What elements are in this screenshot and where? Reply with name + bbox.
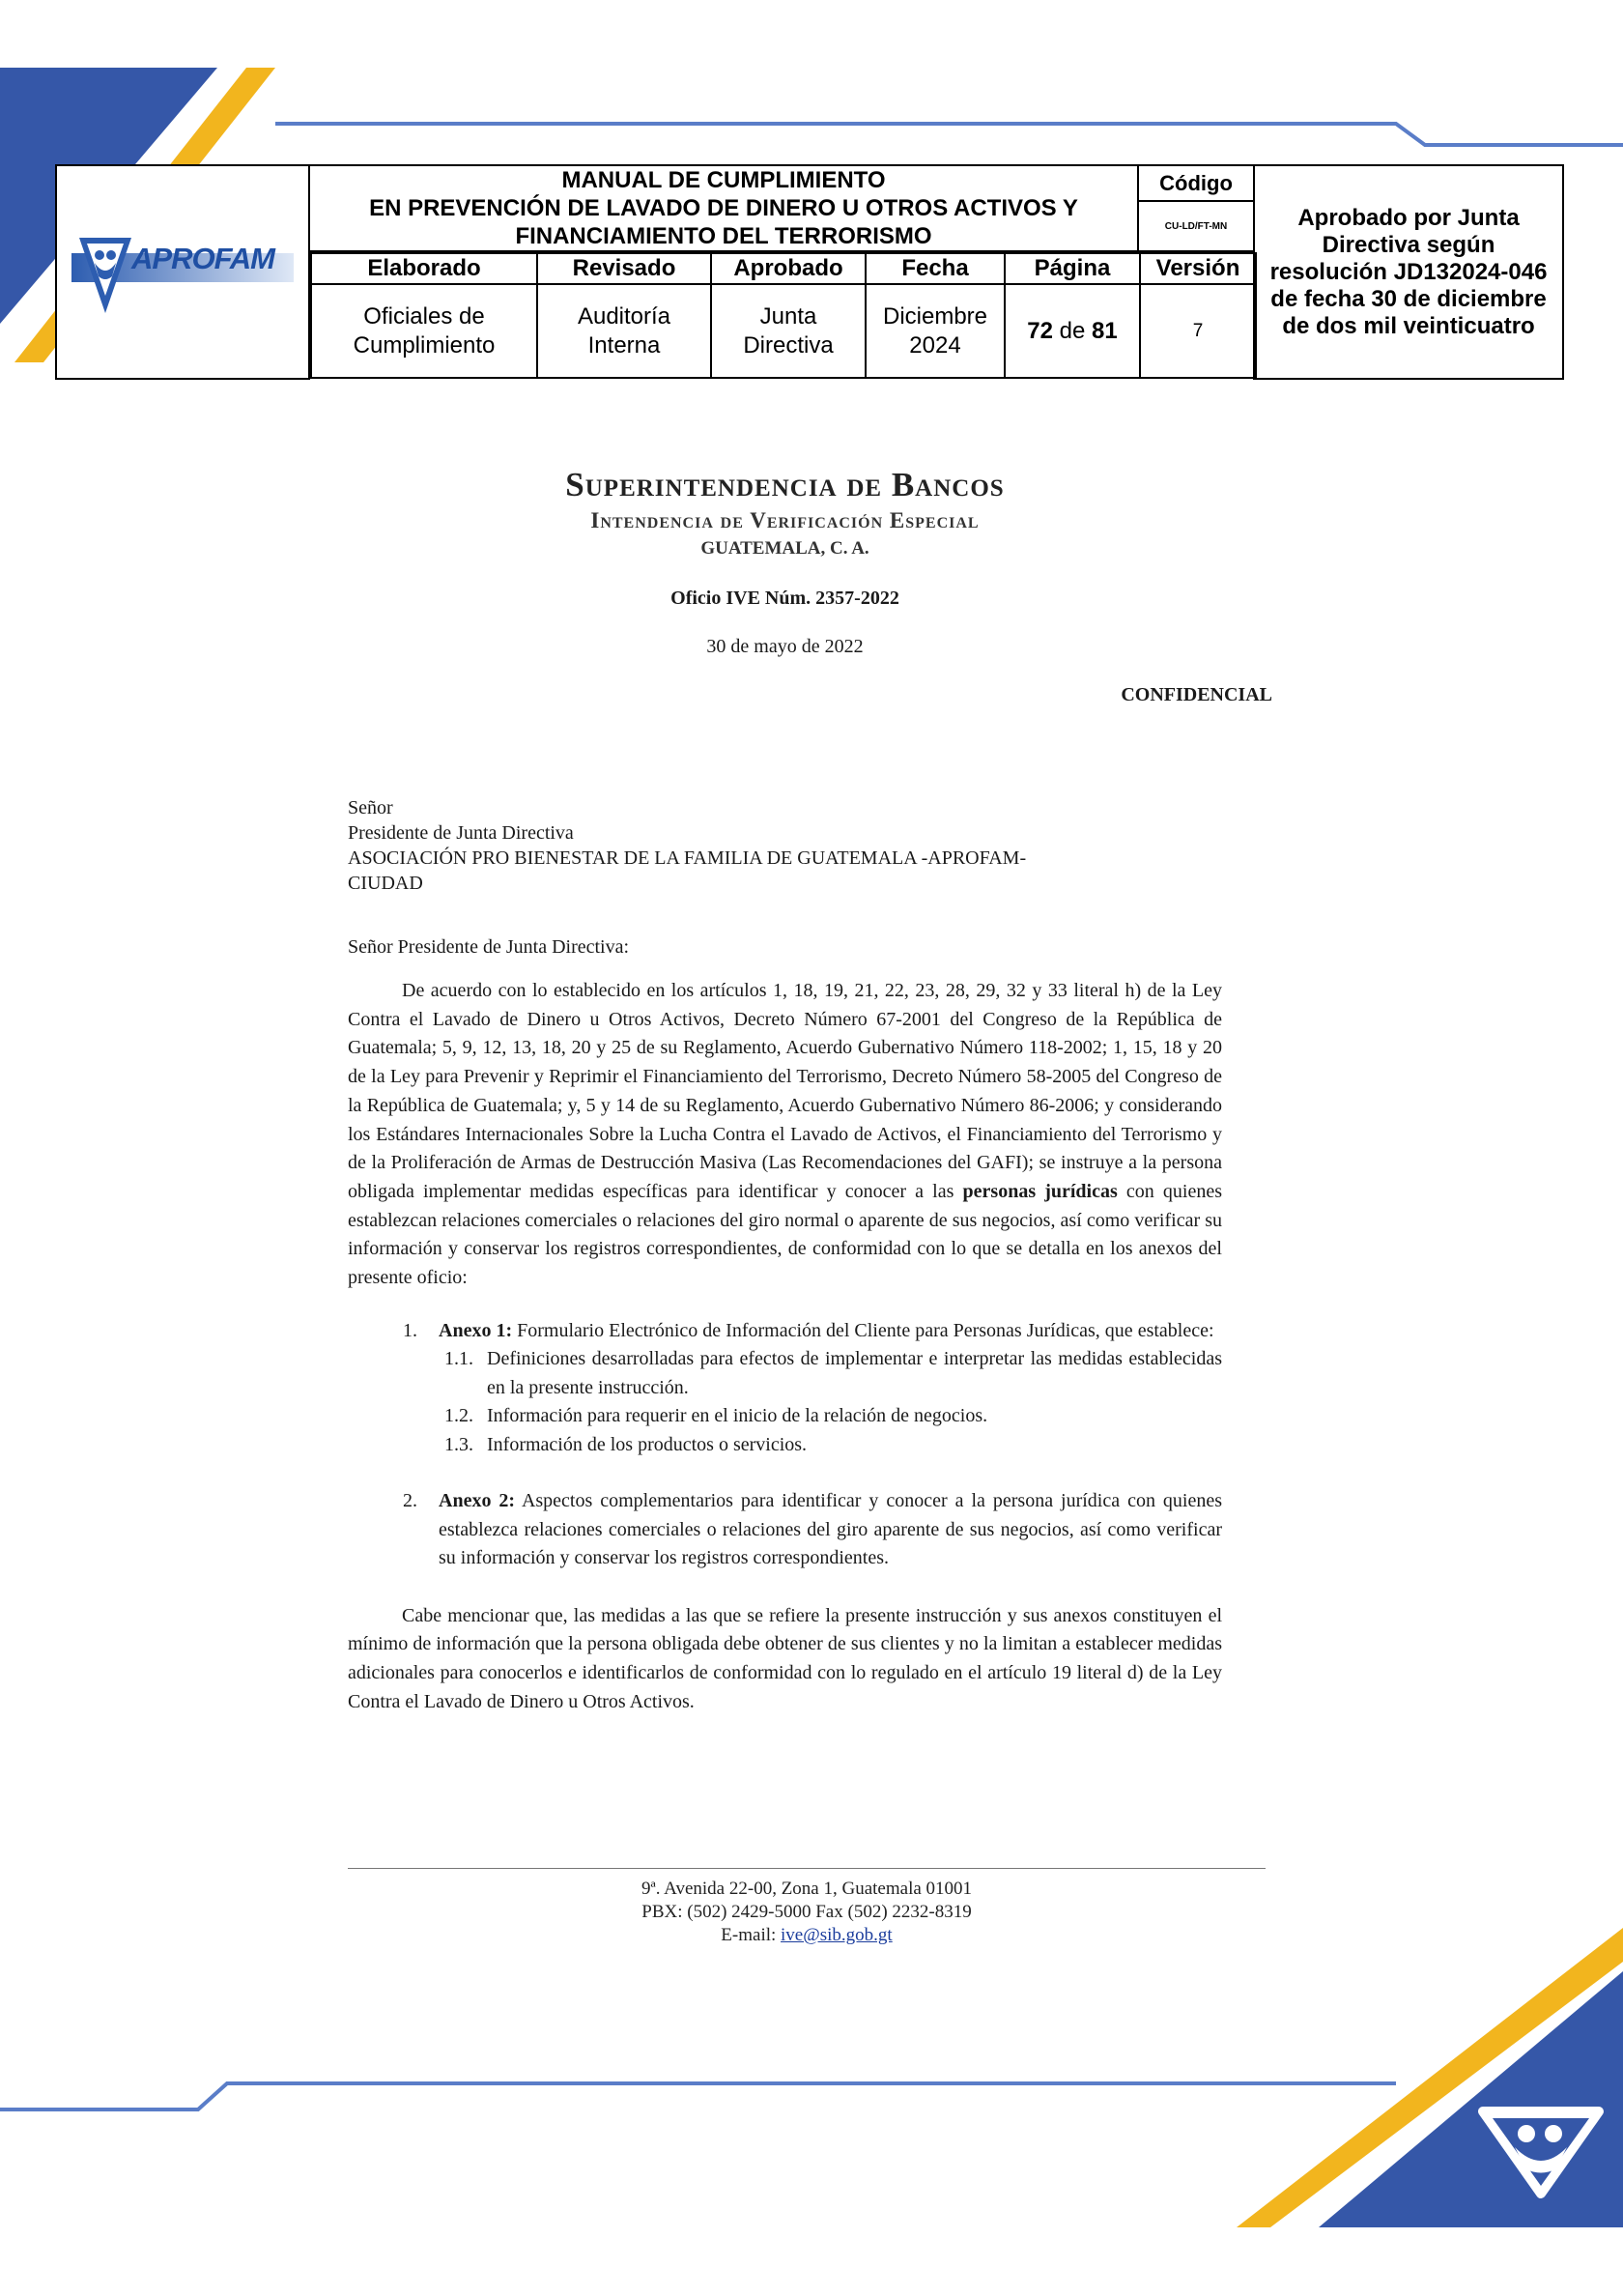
footer-divider bbox=[348, 1868, 1266, 1869]
letter-footer bbox=[348, 1878, 1266, 1947]
letterhead-city: GUATEMALA, C. A. bbox=[700, 538, 869, 559]
document-header-table bbox=[55, 164, 1564, 380]
codigo-label: Código bbox=[1138, 165, 1254, 201]
letter-date: 30 de mayo de 2022 bbox=[706, 636, 864, 657]
aprofam-logo bbox=[71, 228, 294, 317]
annex-list bbox=[348, 1317, 1222, 1573]
pagina-label: Página bbox=[1005, 253, 1140, 284]
annex-item: 2. Anexo 2: Aspectos complementarios para identificar y conocer a la persona jurídica con quienes establezca relaciones comerciales o relaciones del giro aparente de sus negocios, así como verificar su información y conservar los registros correspondientes. bbox=[403, 1490, 1223, 1569]
recipient-block bbox=[348, 795, 1222, 896]
footer-email-line: E-mail: ive@sib.gob.gt bbox=[721, 1925, 893, 1945]
revisado-value: Auditoría Interna bbox=[537, 284, 711, 378]
revisado-label: Revisado bbox=[537, 253, 711, 284]
fecha-value: Diciembre 2024 bbox=[866, 284, 1005, 378]
title-line-1: MANUAL DE CUMPLIMIENTO bbox=[561, 167, 886, 193]
letterhead-title: Superintendencia de Bancos bbox=[565, 466, 1005, 503]
letter-body bbox=[348, 464, 1272, 1717]
logo-text: APROFAM bbox=[131, 241, 274, 275]
recipient-line: CIUDAD bbox=[348, 873, 423, 894]
codigo-value: CU-LD/FT-MN bbox=[1138, 201, 1254, 251]
document-title bbox=[309, 165, 1138, 251]
email-link[interactable]: ive@sib.gob.gt bbox=[781, 1925, 893, 1945]
body-paragraph-1: De acuerdo con lo establecido en los artículos 1, 18, 19, 21, 22, 23, 28, 29, 32 y 33 literal h) de la Ley Contra el Lavado de Dinero u Otros Activos, Decreto Número 67-2001 del Congreso de la República de Guatemala; 5, 9, 12, 13, 18, 20 y 25 de su Reglamento, Acuerdo Gubernativo Número 118-2002; 1, 15, 18 y 20 de la Ley para Prevenir y Reprimir el Financiamiento del Terrorismo, Decreto Número 58-2005 del Congreso de la República de Guatemala; y, 5 y 14 de su Reglamento, Acuerdo Gubernativo Número 86-2006; y considerando los Estándares Internacionales Sobre la Lucha Contra el Lavado de Activos, el Financiamiento del Terrorismo y de la Proliferación de Armas de Destrucción Masiva (Las Recomendaciones del GAFI); se instruye a la persona obligada implementar medidas específicas para identificar y conocer a las personas jurídicas con quienes establezcan relaciones comerciales o relaciones del giro normal o aparente de sus negocios, así como verificar su información y conservar los registros correspondientes, de conformidad con lo que se detalla en los anexos del presente oficio: bbox=[348, 980, 1222, 1289]
bottom-right-blue-shape bbox=[1319, 1971, 1623, 2227]
top-line bbox=[275, 124, 1623, 145]
page-number: 72 de 81 bbox=[1005, 284, 1140, 378]
body-paragraph-2: Cabe mencionar que, las medidas a las que se refiere la presente instrucción y sus anexos constituyen el mínimo de información que la persona obligada debe obtener de sus clientes y no la limitan a establecer medidas adicionales para conocerlos e identificarlos de conformidad con lo regulado en el artículo 19 literal d) de la Ley Contra el Lavado de Dinero u Otros Activos. bbox=[348, 1604, 1222, 1712]
approval-note: Aprobado por Junta Directiva según resolución JD132024-046 de fecha 30 de diciembre de dos mil veinticuatro bbox=[1254, 165, 1563, 379]
fecha-label: Fecha bbox=[866, 253, 1005, 284]
salutation: Señor Presidente de Junta Directiva: bbox=[348, 936, 630, 958]
annex-subitem: 1.1. Definiciones desarrolladas para efectos de implementar e interpretar las medidas establecidas en la presente instrucción. bbox=[444, 1348, 1222, 1398]
recipient-line: Presidente de Junta Directiva bbox=[348, 822, 574, 844]
title-line-2: EN PREVENCIÓN DE LAVADO DE DINERO U OTROS ACTIVOS Y bbox=[369, 195, 1078, 221]
letterhead-subtitle: Intendencia de Verificación Especial bbox=[590, 508, 980, 532]
logo-cell bbox=[56, 165, 309, 379]
version-label: Versión bbox=[1140, 253, 1256, 284]
annex-subitem: 1.3. Información de los productos o servicios. bbox=[444, 1433, 808, 1455]
version-value: 7 bbox=[1140, 284, 1256, 378]
aprobado-label: Aprobado bbox=[711, 253, 866, 284]
bottom-line bbox=[0, 2083, 1396, 2109]
letterhead bbox=[348, 464, 1222, 660]
confidential-label: CONFIDENCIAL bbox=[1121, 684, 1272, 705]
recipient-line: Señor bbox=[348, 797, 393, 818]
annex-subitem: 1.2. Información para requerir en el inicio de la relación de negocios. bbox=[444, 1405, 988, 1427]
title-line-3: FINANCIAMIENTO DEL TERRORISMO bbox=[515, 223, 932, 249]
aprobado-value: Junta Directiva bbox=[711, 284, 866, 378]
recipient-line: ASOCIACIÓN PRO BIENESTAR DE LA FAMILIA DE GUATEMALA -APROFAM- bbox=[348, 847, 1027, 869]
elaborado-label: Elaborado bbox=[311, 253, 537, 284]
footer-phone: PBX: (502) 2429-5000 Fax (502) 2232-8319 bbox=[641, 1902, 972, 1922]
footer-address: 9ª. Avenida 22-00, Zona 1, Guatemala 01001 bbox=[641, 1879, 973, 1899]
elaborado-value: Oficiales de Cumplimiento bbox=[311, 284, 537, 378]
annex-item: 1. Anexo 1: Formulario Electrónico de Información del Cliente para Personas Jurídicas, que establece: bbox=[403, 1319, 1214, 1341]
oficio-number: Oficio IVE Núm. 2357-2022 bbox=[670, 588, 899, 609]
